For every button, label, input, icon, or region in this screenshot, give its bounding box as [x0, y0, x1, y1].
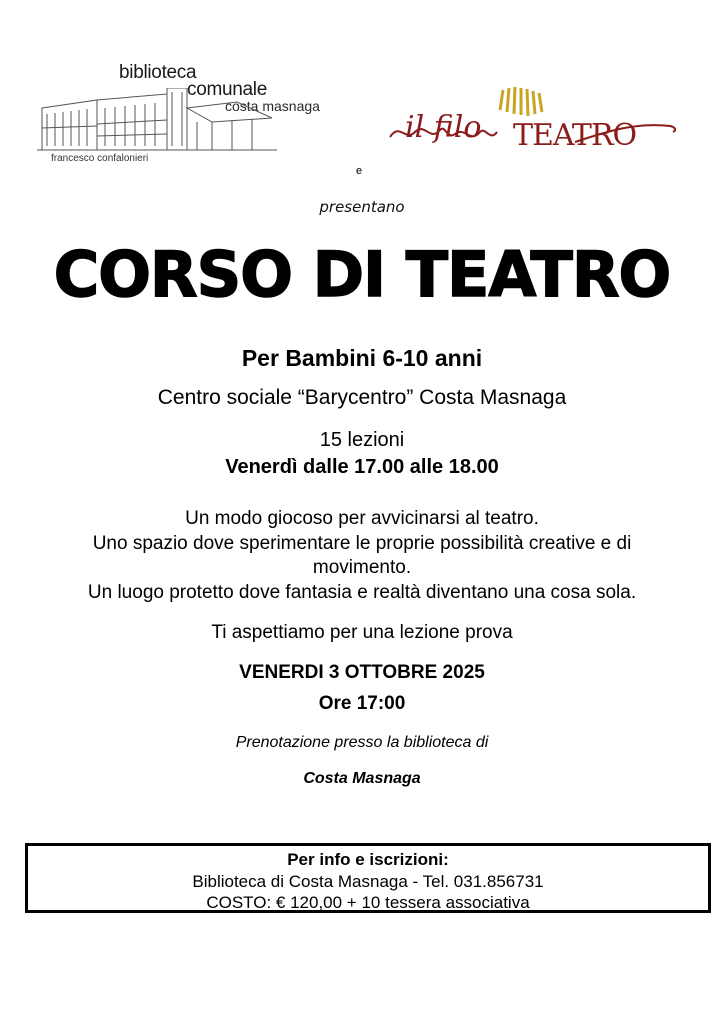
description-line: movimento. [312, 557, 412, 578]
trial-intro: Ti aspettiamo per una lezione prova [211, 622, 513, 643]
logo-credit: francesco confalonieri [51, 153, 149, 164]
logo-text-il-filo: il filo [405, 110, 482, 145]
location-text: Centro sociale “Barycentro” Costa Masnaga [157, 386, 567, 409]
library-building-icon [37, 88, 342, 158]
logo-text-comunale: comunale [187, 79, 267, 100]
lessons-count: 15 lezioni [319, 429, 405, 451]
trial-time: Ore 17:00 [318, 693, 406, 714]
description-line: Un luogo protetto dove fantasia e realtà diventano una cosa sola. [87, 582, 637, 603]
description-line: Uno spazio dove sperimentare le proprie possibilità creative e di [92, 533, 632, 554]
schedule-text: Venerdì dalle 17.00 alle 18.00 [225, 456, 499, 478]
page-title: CORSO DI TEATRO [53, 238, 671, 311]
logo-text-biblioteca: biblioteca [119, 62, 197, 83]
info-contact: Biblioteca di Costa Masnaga - Tel. 031.856731 [192, 872, 544, 891]
conjunction-text: e [356, 165, 363, 177]
trial-date: VENERDI 3 OTTOBRE 2025 [239, 662, 485, 683]
logo-text-costa-masnaga: costa masnaga [225, 98, 320, 114]
booking-place: Costa Masnaga [303, 770, 421, 787]
booking-text: Prenotazione presso la biblioteca di [235, 734, 489, 751]
audience-text: Per Bambini 6-10 anni [241, 345, 483, 371]
description-line: Un modo giocoso per avvicinarsi al teatro. [185, 508, 539, 529]
biblioteca-logo [37, 58, 342, 175]
logo-text-teatro: TEATRO [513, 118, 637, 153]
info-box [25, 843, 711, 913]
info-title: Per info e iscrizioni: [287, 850, 449, 869]
info-cost: COSTO: € 120,00 + 10 tessera associativa [206, 893, 530, 912]
il-filo-teatro-logo [385, 82, 685, 172]
presenting-text: presentano [319, 198, 405, 216]
